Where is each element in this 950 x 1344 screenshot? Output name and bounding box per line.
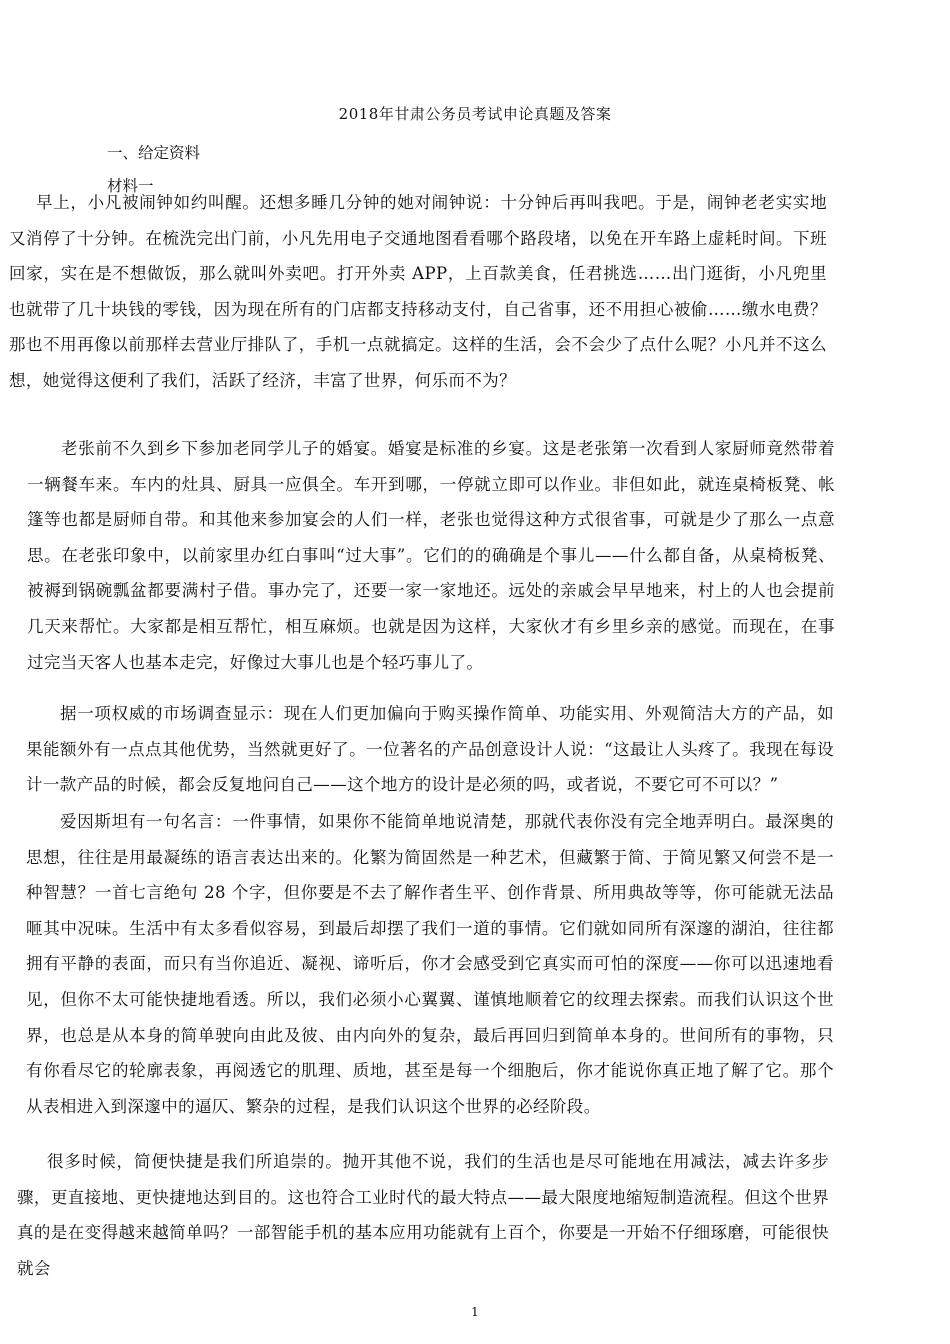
section-heading: 一、给定资料: [107, 144, 201, 162]
paragraph: 爱因斯坦有一句名言：一件事情，如果你不能简单地说清楚，那就代表你没有完全地弄明白。最深奥的思想，往往是用最凝练的语言表达出来的。化繁为简固然是一种艺术，但藏繁于简、于简见繁又何尝不是一种智慧？一首七言绝句 28 个字，但你要是不去了解作者生平、创作背景、所用典故等等，你可能就无法品咂其中况味。生活中有太多看似容易，到最后却摆了我们一道的事情。它们就如同所有深邃的湖泊，往往都拥有平静的表面，而只有当你追近、凝视、谛听后，你才会感受到它真实而可怕的深度——你可以迅速地看见，但你不太可能快捷地看透。所以，我们必须小心翼翼、谨慎地顺着它的纹理去探索。而我们认识这个世界，也总是从本身的简单驶向由此及彼、由内向外的复杂，最后再回归到简单本身的。世间所有的事物，只有你看尽它的轮廓表象，再阅透它的肌理、质地，甚至是每一个细胞后，你才能说你真正地了解了它。那个从表相进入到深邃中的逼仄、繁杂的过程，是我们认识这个世界的必经阶段。: [26, 812, 834, 1116]
paragraph: 据一项权威的市场调查显示：现在人们更加偏向于购买操作简单、功能实用、外观简洁大方的产品，如果能额外有一点点其他优势，当然就更好了。一位著名的产品创意设计人说：“这最让人头疼了。我现在每设计一款产品的时候，都会反复地问自己——这个地方的设计是必须的吗，或者说，不要它可不可以？”: [26, 704, 834, 795]
page-number: 1: [471, 1305, 479, 1319]
material-heading: 材料一: [107, 177, 154, 195]
paragraph: 老张前不久到乡下参加老同学儿子的婚宴。婚宴是标准的乡宴。这是老张第一次看到人家厨师竟然带着一辆餐车来。车内的灶具、厨具一应俱全。车开到哪，一停就立即可以作业。非但如此，就连桌椅板凳、帐篷等也都是厨师自带。和其他来参加宴会的人们一样，老张也觉得这种方式很省事，可就是少了那么一点意思。在老张印象中，以前家里办红白事叫“过大事”。它们的的确确是个事儿——什么都自备，从桌椅板凳、被褥到锅碗瓢盆都要满村子借。事办完了，还要一家一家地还。远处的亲戚会早早地来，村上的人也会提前几天来帮忙。大家都是相互帮忙，相互麻烦。也就是因为这样，大家伙才有乡里乡亲的感觉。而现在，在事过完当天客人也基本走完，好像过大事儿也是个轻巧事儿了。: [27, 439, 835, 672]
paragraph: 很多时候，简便快捷是我们所追崇的。抛开其他不说，我们的生活也是尽可能地在用减法，减去许多步骤，更直接地、更快捷地达到目的。这也符合工业时代的最大特点——最大限度地缩短制造流程。但这个世界真的是在变得越来越简单吗？一部智能手机的基本应用功能就有上百个，你要是一开始不仔细琢磨，可能很快就会: [17, 1152, 829, 1278]
document-title: 2018年甘肃公务员考试申论真题及答案: [338, 105, 612, 123]
paragraph: 早上，小凡被闹钟如约叫醒。还想多睡几分钟的她对闹钟说：十分钟后再叫我吧。于是，闹钟老老实实地又消停了十分钟。在梳洗完出门前，小凡先用电子交通地图看看哪个路段堵，以免在开车路上虚耗时间。下班回家，实在是不想做饭，那么就叫外卖吧。打开外卖 APP，上百款美食，任君挑选……出门逛街，小凡兜里也就带了几十块钱的零钱，因为现在所有的门店都支持移动支付，自己省事，还不用担心被偷……缴水电费？那也不用再像以前那样去营业厅排队了，手机一点就搞定。这样的生活，会不会少了点什么呢？小凡并不这么想，她觉得这便利了我们，活跃了经济，丰富了世界，何乐而不为？: [9, 193, 827, 390]
